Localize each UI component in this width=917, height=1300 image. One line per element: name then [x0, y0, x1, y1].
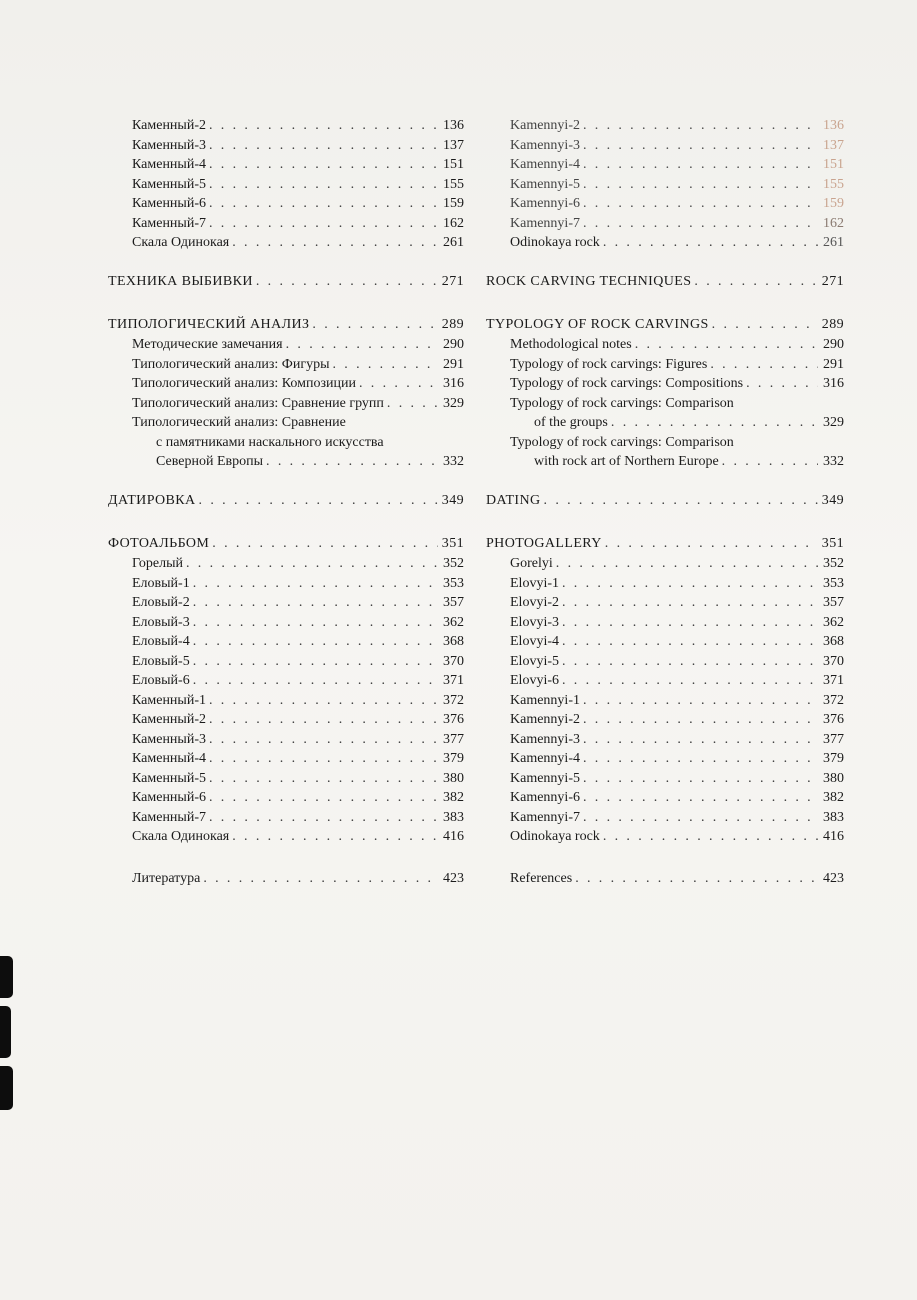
- toc-section-dating[interactable]: DATING . . . 349: [486, 490, 844, 511]
- leader-dots: [193, 632, 438, 652]
- leader-dots: [256, 271, 438, 292]
- leader-dots: [209, 808, 438, 828]
- page-number: 155: [443, 176, 464, 192]
- page-number: 379: [443, 751, 464, 766]
- leader-dots: [209, 136, 438, 156]
- page-number: 332: [823, 454, 844, 469]
- leader-dots: [583, 116, 818, 136]
- page-number: 383: [443, 809, 464, 825]
- page-number: 353: [823, 575, 844, 591]
- toc-entry[interactable]: Еловый-1 . . . 353: [108, 574, 464, 594]
- toc-entry[interactable]: Методические замечания . . . 290: [108, 335, 464, 355]
- leader-dots: [332, 355, 438, 375]
- toc-section-dating[interactable]: ДАТИРОВКА . . . 349: [108, 490, 464, 511]
- leader-dots: [544, 490, 818, 511]
- toc-entry[interactable]: Еловый-4 . . . 368: [108, 632, 464, 652]
- leader-dots: [199, 490, 438, 511]
- page-number: 291: [823, 356, 844, 372]
- leader-dots: [266, 452, 438, 472]
- leader-dots: [603, 827, 818, 847]
- toc-entry[interactable]: Elovyi-2 . . . 357: [486, 593, 844, 613]
- page-number: 382: [443, 790, 464, 805]
- leader-dots: [562, 632, 818, 652]
- toc-entry[interactable]: Kamennyi-6 . . . 159: [486, 194, 844, 214]
- page-number: 423: [443, 870, 464, 886]
- page-number: 136: [823, 118, 844, 133]
- page-number: 382: [823, 790, 844, 805]
- page-number: 416: [443, 829, 464, 844]
- toc-entry-line[interactable]: Typology of rock carvings: Comparison: [510, 395, 734, 411]
- toc-entry[interactable]: Типологический анализ: Композиции . . . 316: [108, 374, 464, 394]
- page-number: 370: [443, 653, 464, 669]
- page-number: 372: [823, 692, 844, 708]
- leader-dots: [209, 730, 438, 750]
- toc-entry[interactable]: Kamennyi-6 . . . 382: [486, 788, 844, 808]
- toc-entry[interactable]: Kamennyi-4 . . . 379: [486, 749, 844, 769]
- leader-dots: [710, 355, 818, 375]
- toc-entry[interactable]: Elovyi-6 . . . 371: [486, 671, 844, 691]
- page-number: 380: [443, 770, 464, 786]
- toc-entry[interactable]: Каменный-6 . . . 159: [108, 194, 464, 214]
- toc-entry[interactable]: Kamennyi-3 . . . 377: [486, 730, 844, 750]
- leader-dots: [312, 314, 437, 335]
- page-number: 362: [823, 614, 844, 630]
- toc-entry-line[interactable]: с памятниками наскального искусства: [156, 434, 384, 450]
- toc-entry[interactable]: Kamennyi-7 . . . 383: [486, 808, 844, 828]
- leader-dots: [193, 574, 438, 594]
- toc-entry[interactable]: Каменный-1 . . . 372: [108, 691, 464, 711]
- binder-clip: [0, 1066, 13, 1110]
- page-number: 377: [443, 731, 464, 747]
- page-number: 372: [443, 692, 464, 708]
- leader-dots: [583, 730, 818, 750]
- toc-entry[interactable]: Каменный-4 . . . 379: [108, 749, 464, 769]
- leader-dots: [583, 769, 818, 789]
- toc-section-typology[interactable]: TYPOLOGY OF ROCK CARVINGS . . . 289: [486, 314, 844, 335]
- leader-dots: [209, 155, 438, 175]
- toc-entry[interactable]: Kamennyi-2 . . . 376: [486, 710, 844, 730]
- page-number: 271: [821, 274, 844, 289]
- toc-section-photogallery[interactable]: PHOTOGALLERY . . . 351: [486, 533, 844, 554]
- leader-dots: [387, 394, 438, 414]
- leader-dots: [562, 671, 818, 691]
- toc-entry[interactable]: Odinokaya rock . . . 416: [486, 827, 844, 847]
- toc-section-photogallery[interactable]: ФОТОАЛЬБОМ . . . 351: [108, 533, 464, 554]
- leader-dots: [209, 749, 438, 769]
- toc-section-technique[interactable]: ТЕХНИКА ВЫБИВКИ . . . 271: [108, 271, 464, 292]
- page-number: 379: [823, 751, 844, 766]
- toc-entry[interactable]: Еловый-3 . . . 362: [108, 613, 464, 633]
- page-number: 137: [443, 137, 464, 153]
- toc-entry[interactable]: Kamennyi-7 . . . 162: [486, 214, 844, 234]
- leader-dots: [193, 652, 438, 672]
- toc-entry[interactable]: Elovyi-1 . . . 353: [486, 574, 844, 594]
- toc-entry[interactable]: Еловый-5 . . . 370: [108, 652, 464, 672]
- toc-entry[interactable]: Каменный-7 . . . 383: [108, 808, 464, 828]
- page-number: 351: [821, 536, 844, 551]
- page-number: 316: [443, 376, 464, 391]
- toc-entry[interactable]: Каменный-5 . . . 155: [108, 175, 464, 195]
- leader-dots: [212, 533, 438, 554]
- page-number: 329: [443, 395, 464, 411]
- page-number: 371: [823, 673, 844, 688]
- leader-dots: [694, 271, 817, 292]
- toc-section-typology[interactable]: ТИПОЛОГИЧЕСКИЙ АНАЛИЗ . . . 289: [108, 314, 464, 335]
- leader-dots: [583, 808, 818, 828]
- toc-entry[interactable]: Типологический анализ: Фигуры . . . 291: [108, 355, 464, 375]
- toc-entry[interactable]: Gorelyi . . . 352: [486, 554, 844, 574]
- leader-dots: [209, 214, 438, 234]
- leader-dots: [556, 554, 818, 574]
- page-number: 329: [823, 415, 844, 430]
- toc-entry[interactable]: Каменный-2 . . . 376: [108, 710, 464, 730]
- leader-dots: [286, 335, 438, 355]
- toc-entry[interactable]: with rock art of Northern Europe . . . 332: [486, 452, 844, 472]
- toc-entry-line[interactable]: Типологический анализ: Сравнение: [132, 415, 346, 430]
- page-number: 349: [441, 493, 464, 508]
- toc-entry[interactable]: Methodological notes . . . 290: [486, 335, 844, 355]
- toc-entry[interactable]: Каменный-7 . . . 162: [108, 214, 464, 234]
- leader-dots: [562, 613, 818, 633]
- page-number: 376: [443, 712, 464, 727]
- page-number: 289: [821, 317, 844, 332]
- page-number: 271: [441, 274, 464, 289]
- toc-entry[interactable]: Kamennyi-5 . . . 155: [486, 175, 844, 195]
- binder-clip: [0, 1006, 11, 1058]
- page-number: 159: [443, 196, 464, 211]
- page-number: 162: [823, 215, 844, 231]
- page-number: 423: [823, 870, 844, 886]
- page-number: 377: [823, 731, 844, 747]
- toc-entry[interactable]: Еловый-6 . . . 371: [108, 671, 464, 691]
- toc-entry[interactable]: Kamennyi-2 . . . 136: [486, 116, 844, 136]
- toc-entry-references[interactable]: Литература . . . 423: [108, 869, 464, 889]
- page-number: 137: [823, 137, 844, 153]
- page-number: 380: [823, 770, 844, 786]
- leader-dots: [359, 374, 438, 394]
- toc-entry[interactable]: Elovyi-3 . . . 362: [486, 613, 844, 633]
- leader-dots: [203, 869, 438, 889]
- toc-entry[interactable]: Каменный-6 . . . 382: [108, 788, 464, 808]
- toc-entry[interactable]: Elovyi-4 . . . 368: [486, 632, 844, 652]
- page-number: 362: [443, 614, 464, 630]
- leader-dots: [193, 593, 438, 613]
- leader-dots: [583, 194, 818, 214]
- page-number: 383: [823, 809, 844, 825]
- leader-dots: [562, 593, 818, 613]
- toc-entry[interactable]: Типологический анализ: Сравнение групп . . . 329: [108, 394, 464, 414]
- leader-dots: [209, 788, 438, 808]
- toc-entry[interactable]: Горелый . . . 352: [108, 554, 464, 574]
- leader-dots: [583, 155, 818, 175]
- page-number: 376: [823, 712, 844, 727]
- leader-dots: [746, 374, 818, 394]
- binder-clip: [0, 956, 13, 998]
- page-number: 155: [823, 176, 844, 192]
- toc-entry[interactable]: Еловый-2 . . . 357: [108, 593, 464, 613]
- leader-dots: [583, 175, 818, 195]
- toc-entry-references[interactable]: References . . . 423: [486, 869, 844, 889]
- leader-dots: [193, 613, 438, 633]
- toc-entry[interactable]: Kamennyi-4 . . . 151: [486, 155, 844, 175]
- leader-dots: [611, 413, 818, 433]
- page-number: 357: [443, 595, 464, 610]
- leader-dots: [562, 574, 818, 594]
- page-number: 352: [823, 556, 844, 571]
- leader-dots: [209, 691, 438, 711]
- page-number: 290: [443, 337, 464, 352]
- leader-dots: [635, 335, 818, 355]
- page-number: 159: [823, 196, 844, 211]
- toc-column-russian: [108, 116, 464, 888]
- leader-dots: [712, 314, 818, 335]
- page-number: 370: [823, 653, 844, 669]
- page-number: 162: [443, 215, 464, 231]
- page-number: 351: [441, 536, 464, 551]
- toc-entry[interactable]: Каменный-4 . . . 151: [108, 155, 464, 175]
- toc-entry[interactable]: Odinokaya rock . . . 261: [486, 233, 844, 253]
- leader-dots: [603, 233, 818, 253]
- page-number: 151: [443, 157, 464, 172]
- leader-dots: [583, 710, 818, 730]
- toc-entry[interactable]: Скала Одинокая . . . 261: [108, 233, 464, 253]
- page-number: 291: [443, 356, 464, 372]
- toc-entry[interactable]: of the groups . . . 329: [486, 413, 844, 433]
- page-number: 261: [823, 235, 844, 250]
- page-number: 368: [443, 634, 464, 649]
- page-number: 371: [443, 673, 464, 688]
- leader-dots: [186, 554, 438, 574]
- leader-dots: [209, 769, 438, 789]
- toc-entry[interactable]: Скала Одинокая . . . 416: [108, 827, 464, 847]
- leader-dots: [562, 652, 818, 672]
- page-number: 290: [823, 337, 844, 352]
- leader-dots: [583, 749, 818, 769]
- leader-dots: [583, 136, 818, 156]
- page-number: 136: [443, 118, 464, 133]
- page-number: 289: [441, 317, 464, 332]
- page-number: 357: [823, 595, 844, 610]
- leader-dots: [232, 233, 438, 253]
- toc-entry[interactable]: Северной Европы . . . 332: [108, 452, 464, 472]
- toc-entry[interactable]: Typology of rock carvings: Compositions . . . 316: [486, 374, 844, 394]
- page-number: 349: [821, 493, 844, 508]
- toc-entry[interactable]: Каменный-5 . . . 380: [108, 769, 464, 789]
- leader-dots: [209, 175, 438, 195]
- toc-entry[interactable]: Kamennyi-1 . . . 372: [486, 691, 844, 711]
- leader-dots: [193, 671, 438, 691]
- leader-dots: [209, 194, 438, 214]
- leader-dots: [575, 869, 818, 889]
- toc-entry[interactable]: Kamennyi-5 . . . 380: [486, 769, 844, 789]
- page-number: 353: [443, 575, 464, 591]
- leader-dots: [232, 827, 438, 847]
- toc-entry[interactable]: Каменный-2 . . . 136: [108, 116, 464, 136]
- page-number: 316: [823, 376, 844, 391]
- leader-dots: [605, 533, 818, 554]
- leader-dots: [722, 452, 818, 472]
- toc-entry[interactable]: Kamennyi-3 . . . 137: [486, 136, 844, 156]
- leader-dots: [209, 710, 438, 730]
- page-number: 332: [443, 454, 464, 469]
- page-number: 261: [443, 235, 464, 250]
- page-number: 151: [823, 157, 844, 172]
- toc-section-technique[interactable]: ROCK CARVING TECHNIQUES . . . 271: [486, 271, 844, 292]
- leader-dots: [583, 691, 818, 711]
- toc-entry[interactable]: Elovyi-5 . . . 370: [486, 652, 844, 672]
- toc-entry[interactable]: Каменный-3 . . . 137: [108, 136, 464, 156]
- toc-entry[interactable]: Typology of rock carvings: Figures . . . 291: [486, 355, 844, 375]
- toc-entry[interactable]: Каменный-3 . . . 377: [108, 730, 464, 750]
- page-number: 416: [823, 829, 844, 844]
- toc-entry-line[interactable]: Typology of rock carvings: Comparison: [510, 434, 734, 450]
- page-number: 368: [823, 634, 844, 649]
- leader-dots: [583, 214, 818, 234]
- page-number: 352: [443, 556, 464, 571]
- toc-column-english: [486, 116, 844, 888]
- leader-dots: [583, 788, 818, 808]
- leader-dots: [209, 116, 438, 136]
